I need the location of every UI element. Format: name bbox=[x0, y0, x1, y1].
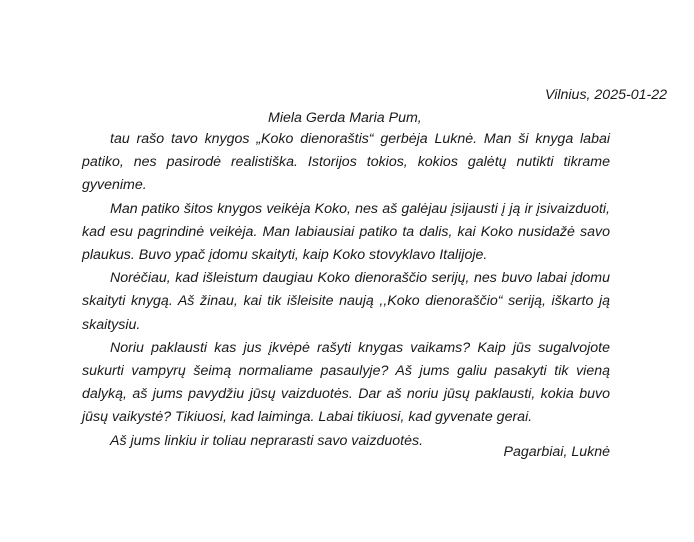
letter-line: patiko, nes pasirodė realistiška. Istorijos tokios, kokios galėtų nutikti tikrame bbox=[82, 154, 610, 171]
letter-line: Man patiko šitos knygos veikėja Koko, nes aš galėjau įsijausti į ją ir įsivaizduoti, bbox=[110, 200, 610, 217]
letter-line: jūsų vaikystė? Tikiuosi, kad laiminga. Labai tikiuosi, kad gyvenate gerai. bbox=[82, 409, 533, 426]
letter-paragraph bbox=[82, 198, 610, 268]
letter-line: Aš jums linkiu ir toliau neprarasti savo vaizduotės. bbox=[110, 432, 424, 449]
letter-body bbox=[82, 128, 610, 453]
letter-paragraph bbox=[82, 337, 610, 430]
letter-line: gyvenime. bbox=[82, 177, 147, 194]
letter-line: skaitysiu. bbox=[82, 316, 141, 333]
letter-line: Norėčiau, kad išleistum daugiau Koko dienoraščio serijų, nes buvo labai įdomu bbox=[110, 270, 610, 287]
letter-paragraph bbox=[82, 267, 610, 337]
letter-line: Noriu paklausti kas jus įkvėpė rašyti knygas vaikams? Kaip jūs sugalvojote bbox=[110, 339, 610, 356]
letter-signature: Pagarbiai, Luknė bbox=[503, 444, 610, 460]
letter-line: tau rašo tavo knygos „Koko dienoraštis“ gerbėja Luknė. Man ši knyga labai bbox=[110, 131, 610, 147]
letter-paragraph bbox=[82, 128, 610, 198]
letter-line: kad esu pagrindinė veikėja. Man labiausiai patiko ta dalis, kai Koko nusidažė savo bbox=[82, 223, 610, 240]
letter-line: plaukus. Buvo ypač įdomu skaityti, kaip Koko stovyklavo Italijoje. bbox=[82, 247, 488, 264]
letter-line: skaityti knygą. Aš žinau, kai tik išleisite naują ,,Koko dienoraščio“ seriją, iškarto ją bbox=[82, 293, 610, 310]
letter-salutation: Miela Gerda Maria Pum, bbox=[268, 110, 422, 126]
letter-line: sukurti vampyrų šeimą normaliame pasaulyje? Aš jums galiu pasakyti tik vieną bbox=[82, 363, 610, 380]
letter-date: Vilnius, 2025-01-22 bbox=[545, 87, 667, 103]
letter-line: dalyką, aš jums pavydžiu jūsų vaizduotės. Dar aš noriu jūsų paklausti, kokia buvo bbox=[82, 386, 610, 403]
